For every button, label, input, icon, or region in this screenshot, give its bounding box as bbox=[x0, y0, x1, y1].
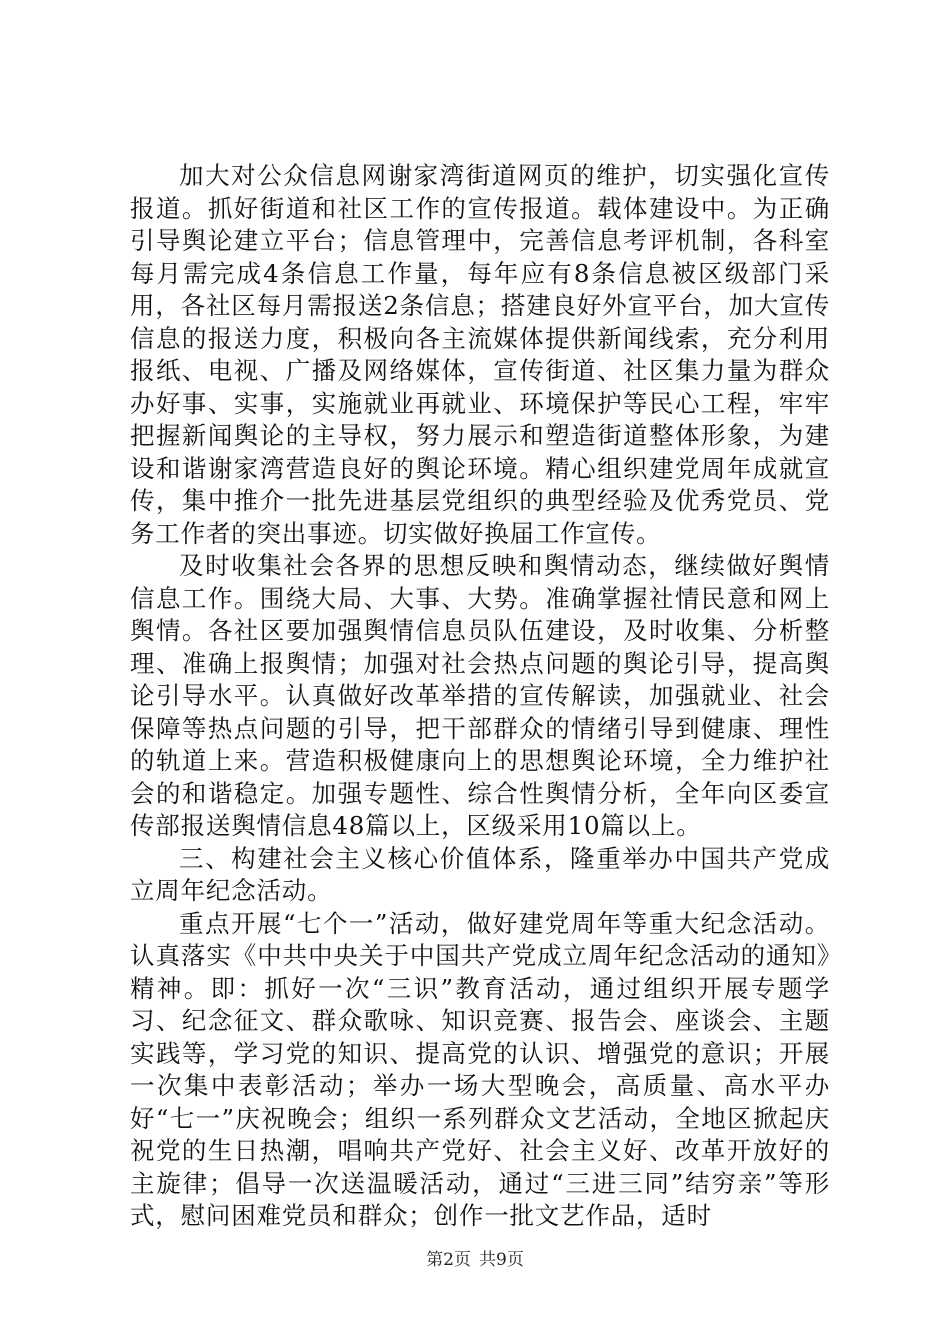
paragraph-publicity-reporting: 加大对公众信息网谢家湾街道网页的维护，切实强化宣传报道。抓好街道和社区工作的宣传报道。载体建设中。为正确引导舆论建立平台；信息管理中，完善信息考评机制，各科室每月需完成4条信息工作量，每年应有8条信息被区级部门采用，各社区每月需报送2条信息；搭建良好外宣平台，加大宣传信息的报送力度，积极向各主流媒体提供新闻线索，充分利用报纸、电视、广播及网络媒体，宣传街道、社区集力量为群众办好事、实事，实施就业再就业、环境保护等民心工程，牢牢把握新闻舆论的主导权，努力展示和塑造街道整体形象，为建设和谐谢家湾营造良好的舆论环境。精心组织建党周年成就宣传，集中推介一批先进基层党组织的典型经验及优秀党员、党务工作者的突出事迹。切实做好换届工作宣传。 bbox=[130, 161, 831, 548]
page-total: 共9页 bbox=[479, 1250, 524, 1270]
document-body bbox=[130, 160, 830, 1233]
section-heading-core-values: 三、构建社会主义核心价值体系，隆重举办中国共产党成立周年纪念活动。 bbox=[130, 843, 830, 905]
page-footer bbox=[0, 1245, 950, 1270]
paragraph-seven-activities: 重点开展“七个一”活动，做好建党周年等重大纪念活动。认真落实《中共中央关于中国共产党成立周年纪念活动的通知》精神。即：抓好一次“三识”教育活动，通过组织开展专题学习、纪念征文、群众歌咏、知识竞赛、报告会、座谈会、主题实践等，学习党的知识、提高党的认识、增强党的意识；开展一次集中表彰活动；举办一场大型晚会，高质量、高水平办好“七一”庆祝晚会；组织一系列群众文艺活动，全地区掀起庆祝党的生日热潮，唱响共产党好、社会主义好、改革开放好的主旋律；倡导一次送温暖活动，通过“三进三同”结穷亲”等形式，慰问困难党员和群众；创作一批文艺作品，适时 bbox=[130, 908, 830, 1230]
page-number: 第2页 bbox=[426, 1250, 471, 1270]
paragraph-public-opinion: 及时收集社会各界的思想反映和舆情动态，继续做好舆情信息工作。围绕大局、大事、大势。准确掌握社情民意和网上舆情。各社区要加强舆情信息员队伍建设，及时收集、分析整理、准确上报舆情；加强对社会热点问题的舆论引导，提高舆论引导水平。认真做好改革举措的宣传解读，加强就业、社会保障等热点问题的引导，把干部群众的情绪引导到健康、理性的轨道上来。营造积极健康向上的思想舆论环境，全力维护社会的和谐稳定。加强专题性、综合性舆情分析，全年向区委宣传部报送舆情信息48篇以上，区级采用10篇以上。 bbox=[130, 551, 830, 840]
